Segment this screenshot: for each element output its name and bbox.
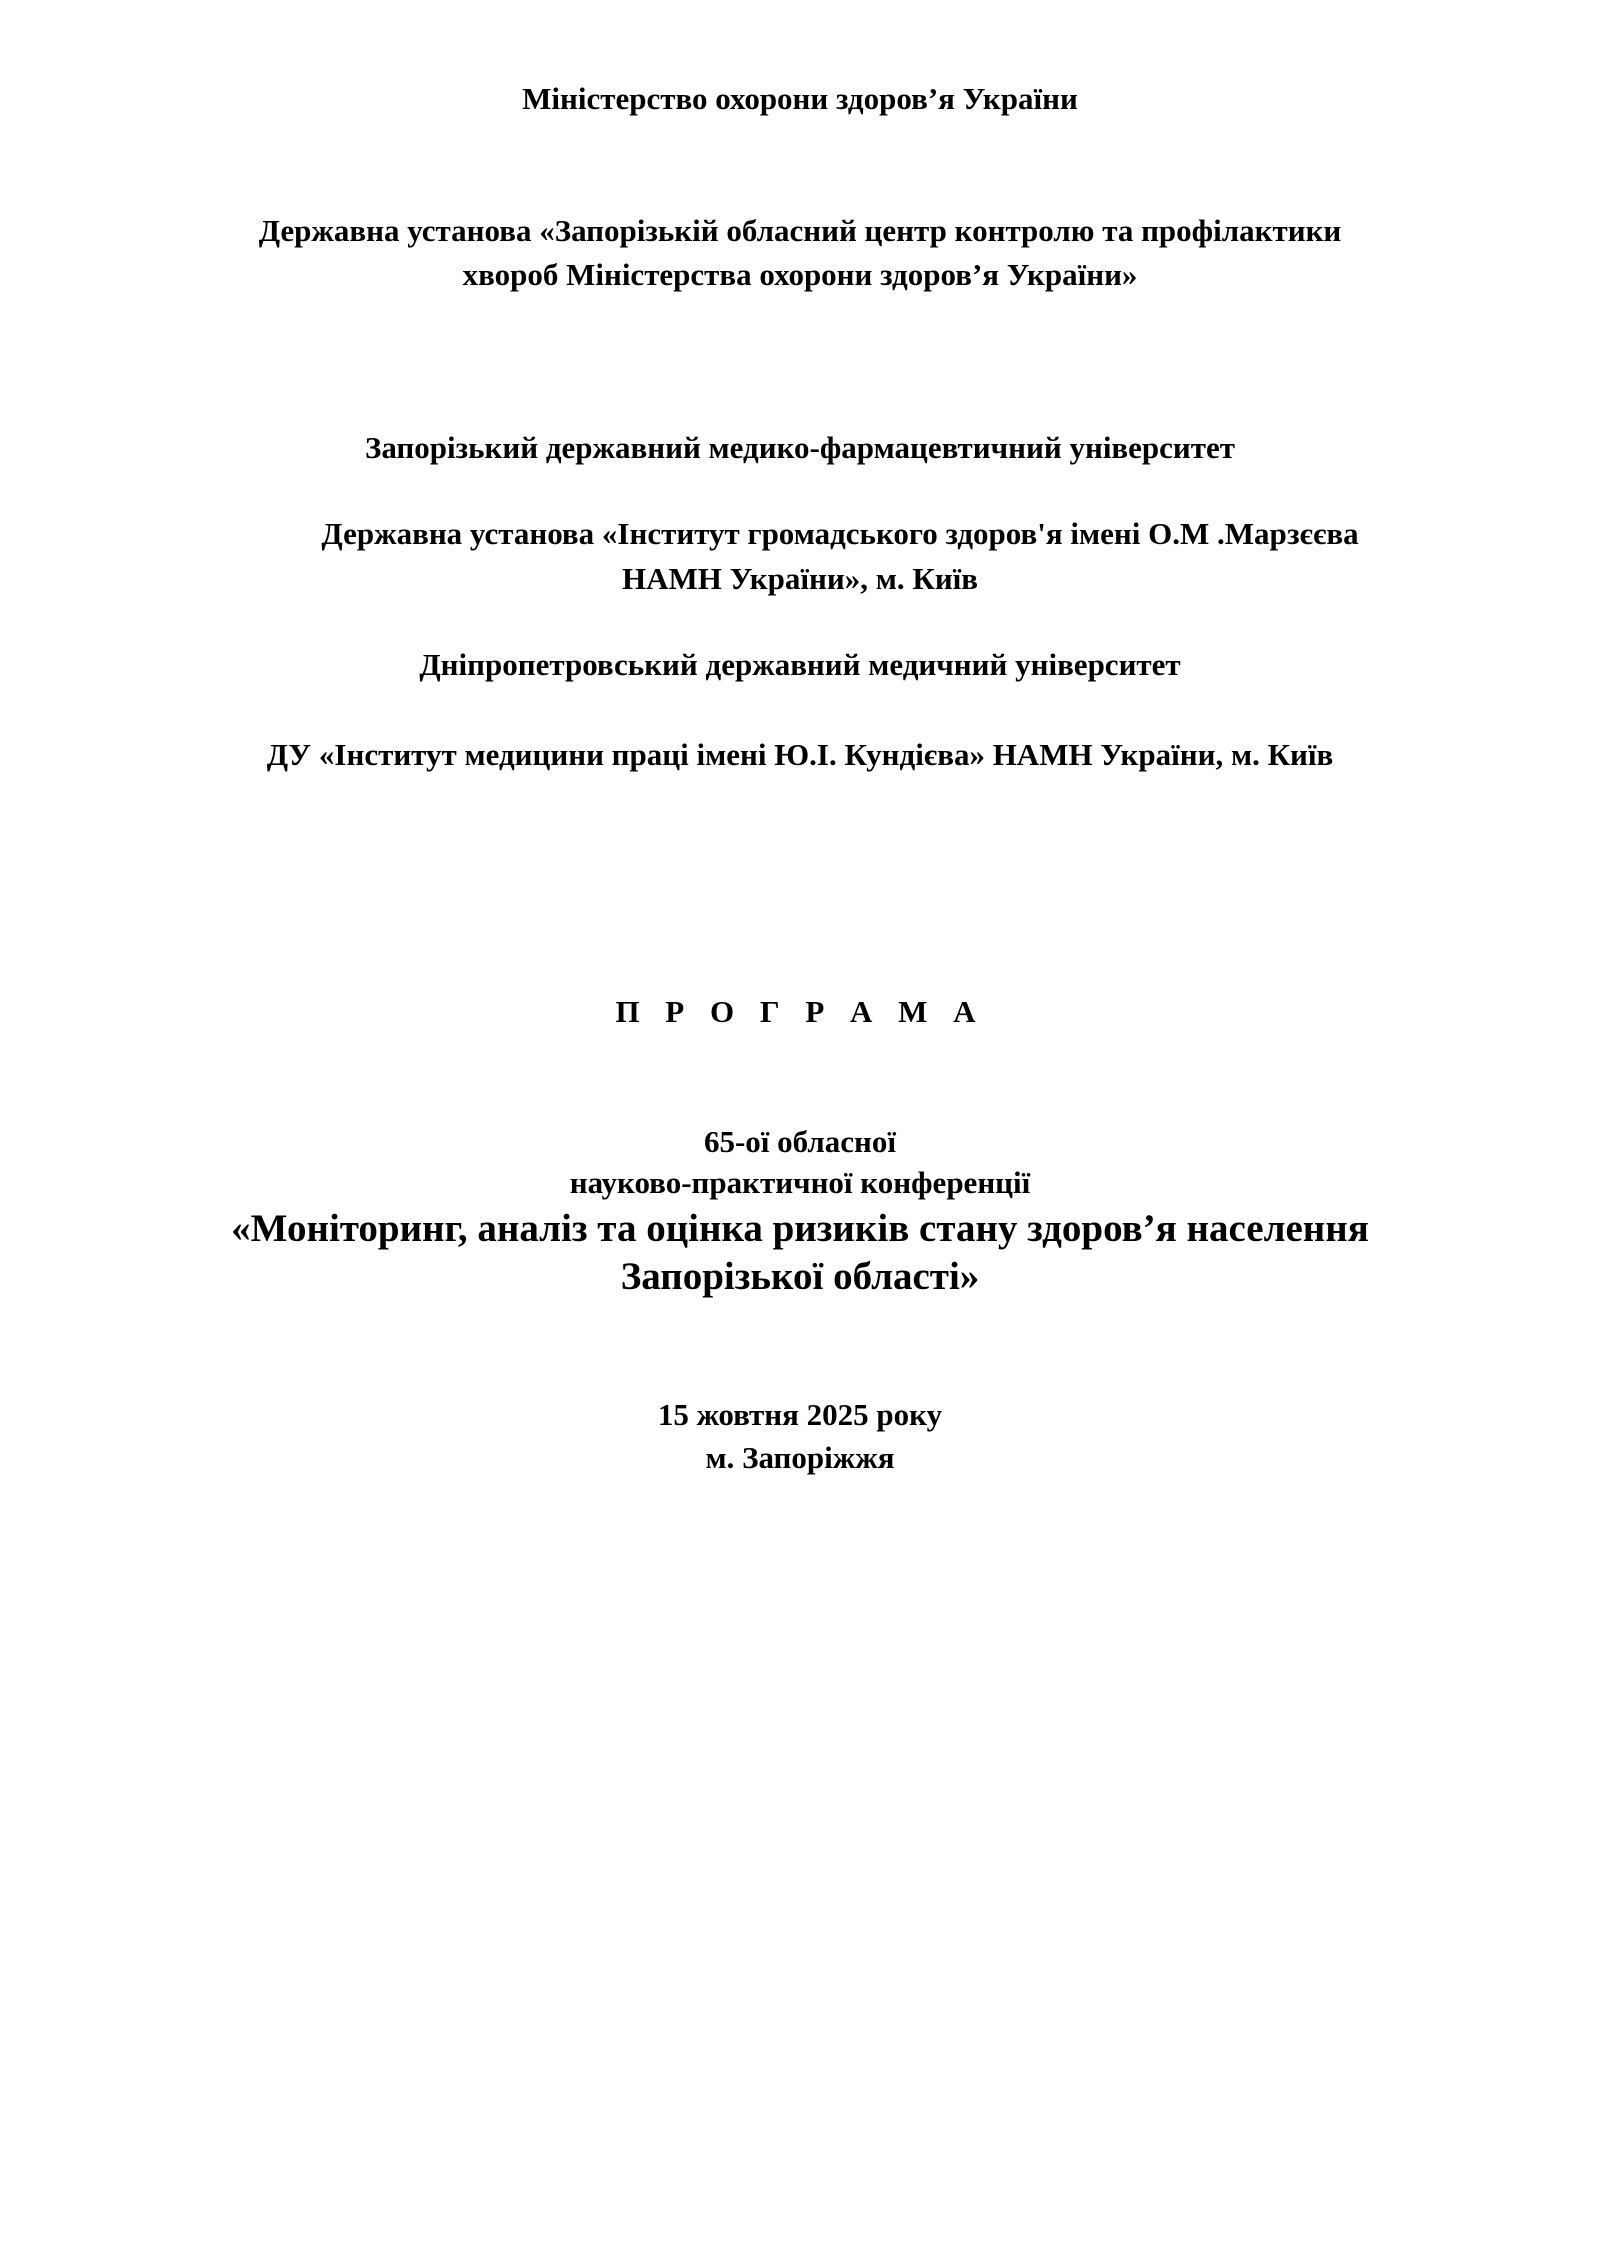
university-zaporizhzhia: Запорізький державний медико-фармацевтичний університет — [364, 430, 1236, 465]
marzeev-institute-line1: Державна установа «Інститут громадського здоров'я імені О.М .Марзєєва — [321, 516, 1359, 551]
event-city: м. Запоріжжя — [705, 1440, 895, 1475]
center-name-line1: Державна установа «Запорізькій обласний центр контролю та профілактики — [258, 213, 1342, 248]
marzeev-institute-line2: НАМН України», м. Київ — [621, 561, 979, 596]
conference-title-line2: Запорізької області» — [620, 1255, 980, 1298]
ministry-title: Міністерство охорони здоров’я України — [522, 81, 1078, 116]
university-dnipro: Дніпропетровський державний медичний університет — [419, 647, 1181, 682]
event-date: 15 жовтня 2025 року — [657, 1397, 943, 1432]
program-heading: П Р О Г Р А М А — [615, 994, 985, 1029]
kundiev-institute: ДУ «Інститут медицини праці імені Ю.І. Кундієва» НАМН України, м. Київ — [266, 737, 1334, 772]
conference-type: науково-практичної конференції — [569, 1165, 1031, 1200]
center-name-line2: хвороб Міністерства охорони здоров’я України» — [462, 257, 1138, 292]
conference-edition: 65-ої обласної — [703, 1124, 897, 1159]
conference-title-line1: «Моніторинг, аналіз та оцінка ризиків стану здоров’я населення — [231, 1207, 1369, 1250]
